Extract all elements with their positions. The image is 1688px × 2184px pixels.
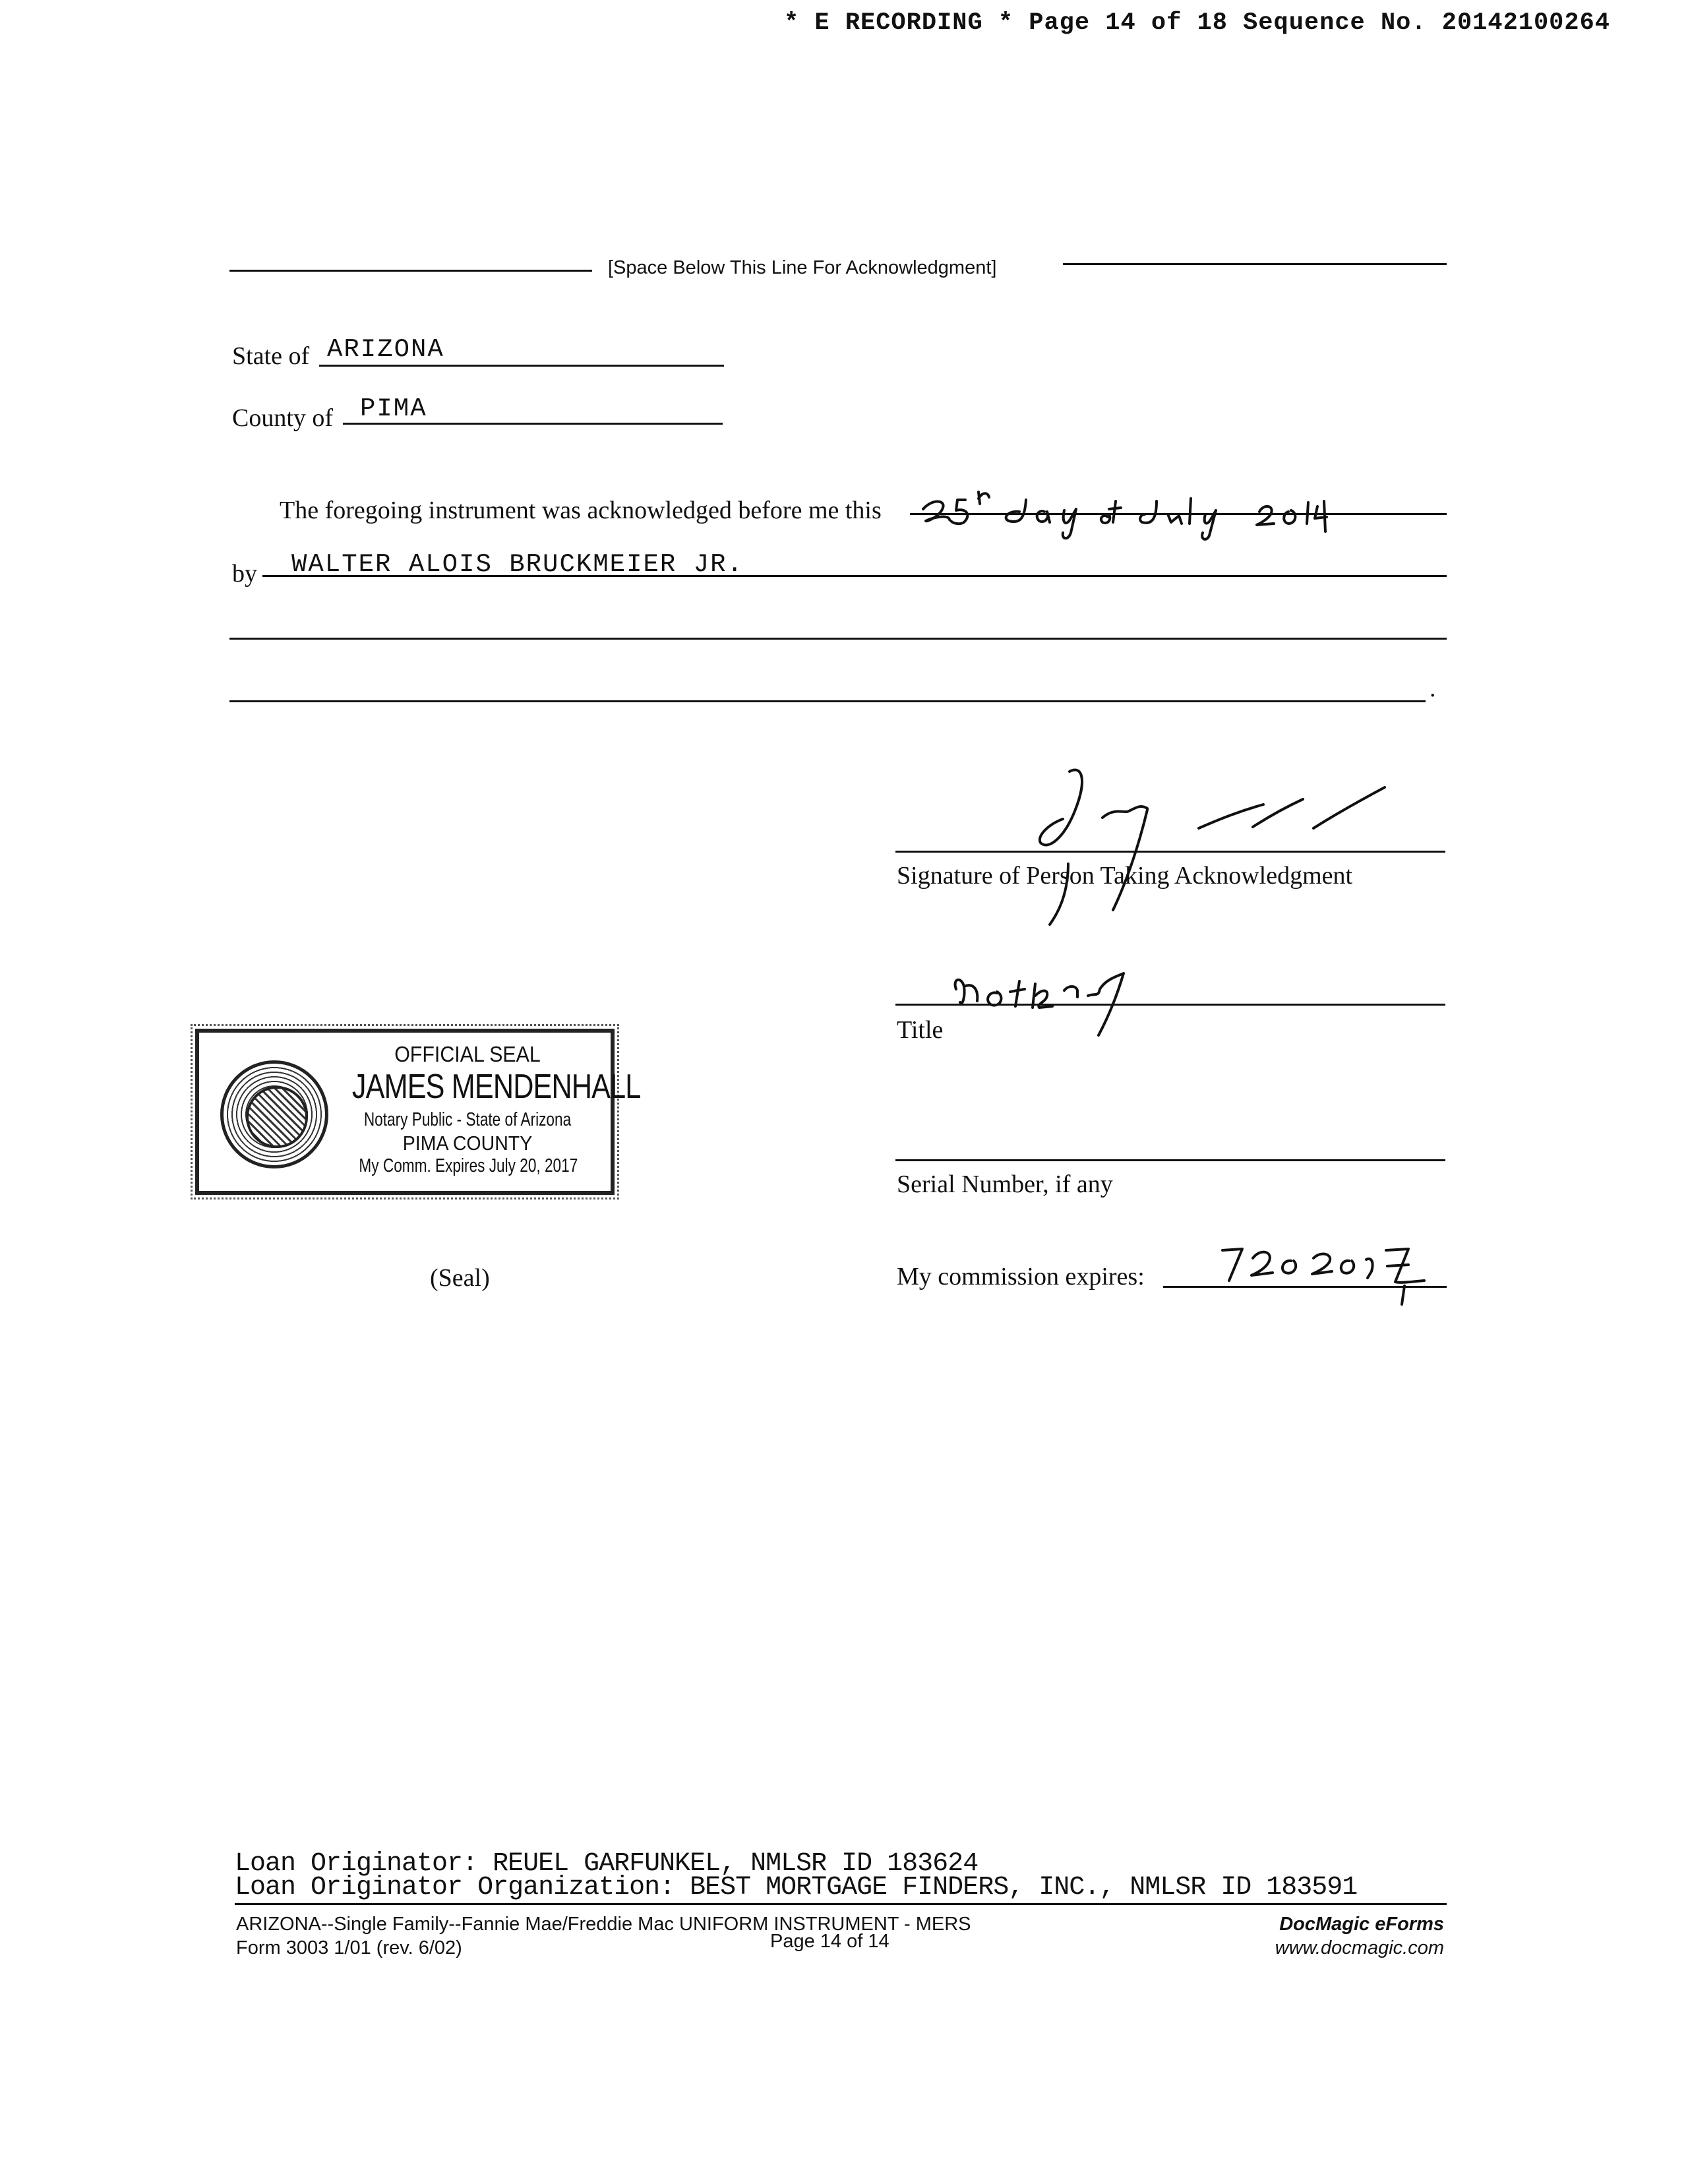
signature-handwritten — [976, 758, 1411, 930]
by-line — [262, 575, 1447, 577]
title-handwritten — [936, 950, 1147, 1042]
signature-line — [895, 851, 1445, 853]
acknowledgment-caption: [Space Below This Line For Acknowledgment] — [608, 257, 997, 278]
serial-line — [895, 1159, 1445, 1161]
notary-seal-stamp — [195, 1029, 641, 1195]
state-line — [319, 365, 724, 367]
foregoing-text: The foregoing instrument was acknowledged before me this — [280, 497, 882, 524]
seal-subtitle: Notary Public - State of Arizona — [363, 1109, 572, 1130]
by-value: WALTER ALOIS BRUCKMEIER JR. — [291, 550, 744, 579]
form-number: Form 3003 1/01 (rev. 6/02) — [236, 1937, 462, 1958]
signature-label: Signature of Person Taking Acknowledgment — [897, 862, 1353, 890]
end-period: . — [1430, 675, 1436, 702]
form-title: ARIZONA--Single Family--Fannie Mae/Freddie Mac UNIFORM INSTRUMENT - MERS — [236, 1914, 971, 1935]
state-seal-center — [246, 1086, 308, 1148]
serial-label: Serial Number, if any — [897, 1170, 1113, 1198]
seal-notary-name: JAMES MENDENHALL — [351, 1068, 641, 1106]
blank-line-2 — [229, 700, 1426, 702]
seal-expiration: My Comm. Expires July 20, 2017 — [359, 1155, 578, 1176]
footer-rule — [235, 1903, 1447, 1905]
county-value: PIMA — [360, 394, 427, 423]
county-line — [343, 423, 723, 425]
title-label: Title — [897, 1016, 944, 1044]
docmagic-url: www.docmagic.com — [1275, 1937, 1444, 1958]
seal-county: PIMA COUNTY — [402, 1132, 533, 1155]
blank-line-1 — [229, 638, 1447, 640]
seal-caption: (Seal) — [430, 1264, 490, 1292]
recording-header: * E RECORDING * Page 14 of 18 Sequence No. 20142100264 — [784, 9, 1610, 37]
commission-label: My commission expires: — [897, 1263, 1145, 1290]
seal-title: OFFICIAL SEAL — [394, 1042, 541, 1066]
docmagic-logo: DocMagic eForms — [1279, 1914, 1444, 1935]
commission-handwritten — [1213, 1232, 1451, 1318]
loan-originator: Loan Originator: REUEL GARFUNKEL, NMLSR ID 183624 — [235, 1849, 979, 1879]
by-label: by — [232, 560, 257, 588]
handwritten-date — [910, 462, 1385, 534]
state-seal-emblem-icon — [220, 1060, 328, 1168]
title-line — [895, 1004, 1445, 1006]
caption-rule-right — [1063, 263, 1447, 265]
loan-originator-organization: Loan Originator Organization: BEST MORTGAGE FINDERS, INC., NMLSR ID 183591 — [235, 1873, 1358, 1902]
state-label: State of — [232, 342, 310, 370]
state-value: ARIZONA — [327, 335, 444, 364]
county-label: County of — [232, 404, 334, 432]
caption-rule-left — [229, 270, 592, 272]
page-number: Page 14 of 14 — [770, 1931, 889, 1952]
